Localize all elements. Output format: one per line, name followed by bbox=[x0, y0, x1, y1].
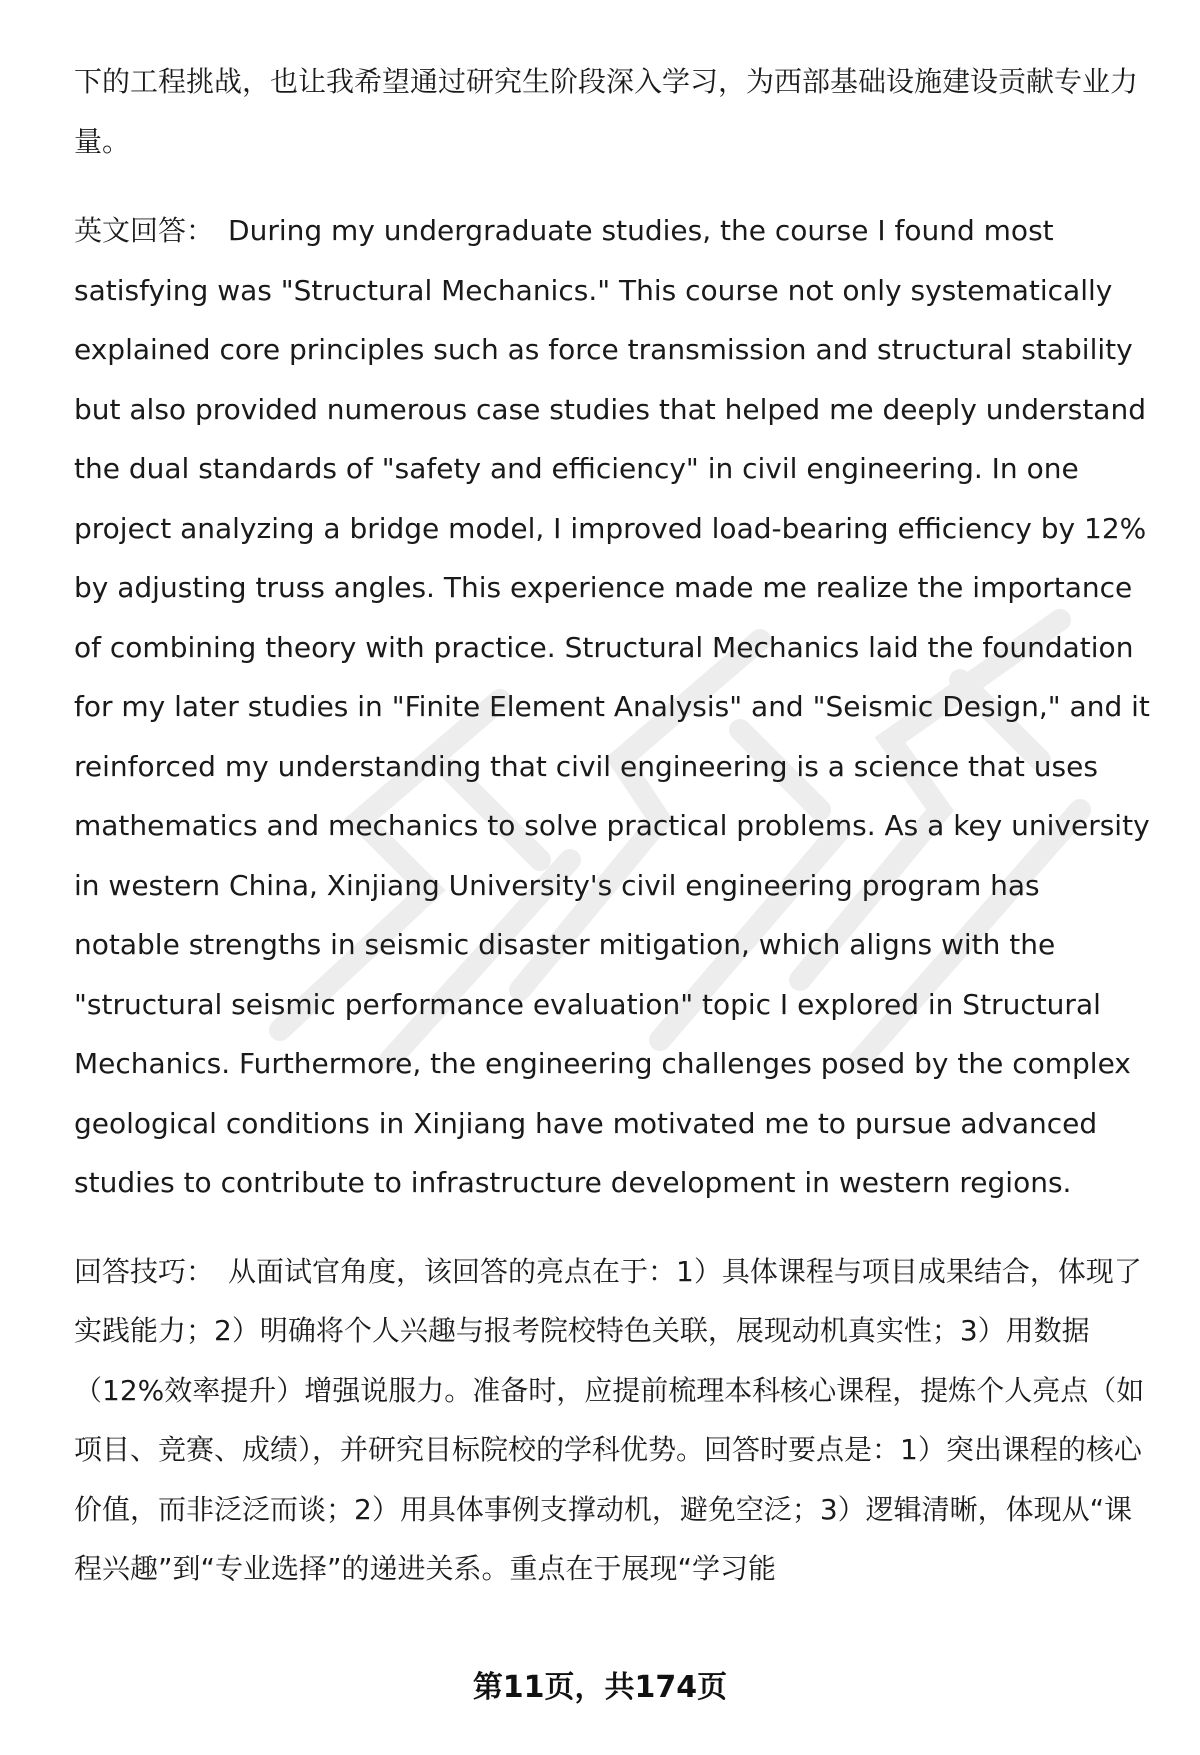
answer-tips-paragraph bbox=[74, 1242, 1154, 1599]
page-number-footer: 第11页，共174页 bbox=[472, 1670, 728, 1705]
english-answer-text: During my undergraduate studies, the course I found most satisfying was "Structural Mechanics." This course not only systematically explained core principles such as force transmission and structural stability but also provided numerous case studies that helped me deeply understand the dual standards of "safety and efficiency" in civil engineering. In one project analyzing a bridge model, I improved load-bearing efficiency by 12% by adjusting truss angles. This experience made me realize the importance of combining theory with practice. Structural Mechanics laid the foundation for my later studies in "Finite Element Analysis" and "Seismic Design," and it reinforced my understanding that civil engineering is a science that uses mathematics and mechanics to solve practical problems. As a key university in western China, Xinjiang University's civil engineering program has notable strengths in seismic disaster mitigation, which aligns with the "structural seismic performance evaluation" topic I explored in Structural Mechanics. Furthermore, the engineering challenges posed by the complex geological conditions in Xinjiang have motivated me to pursue advanced studies to contribute to infrastructure development in western regions. bbox=[74, 214, 1150, 1199]
page-content bbox=[74, 52, 1154, 1599]
continuation-paragraph: 下的工程挑战，也让我希望通过研究生阶段深入学习，为西部基础设施建设贡献专业力量。 bbox=[74, 65, 1139, 158]
english-answer-label: 英文回答： bbox=[74, 214, 215, 247]
answer-tips-text: 从面试官角度，该回答的亮点在于：1）具体课程与项目成果结合，体现了实践能力；2）明确将个人兴趣与报考院校特色关联，展现动机真实性；3）用数据（12%效率提升）增强说服力。准备时，应提前梳理本科核心课程，提炼个人亮点（如项目、竞赛、成绩），并研究目标院校的学科优势。回答时要点是：1）突出课程的核心价值，而非泛泛而谈；2）用具体事例支撑动机，避免空泛；3）逻辑清晰，体现从“课程兴趣”到“专业选择”的递进关系。重点在于展现“学习能 bbox=[74, 1254, 1145, 1585]
answer-tips-label: 回答技巧： bbox=[74, 1254, 215, 1288]
english-answer-paragraph bbox=[74, 201, 1154, 1213]
